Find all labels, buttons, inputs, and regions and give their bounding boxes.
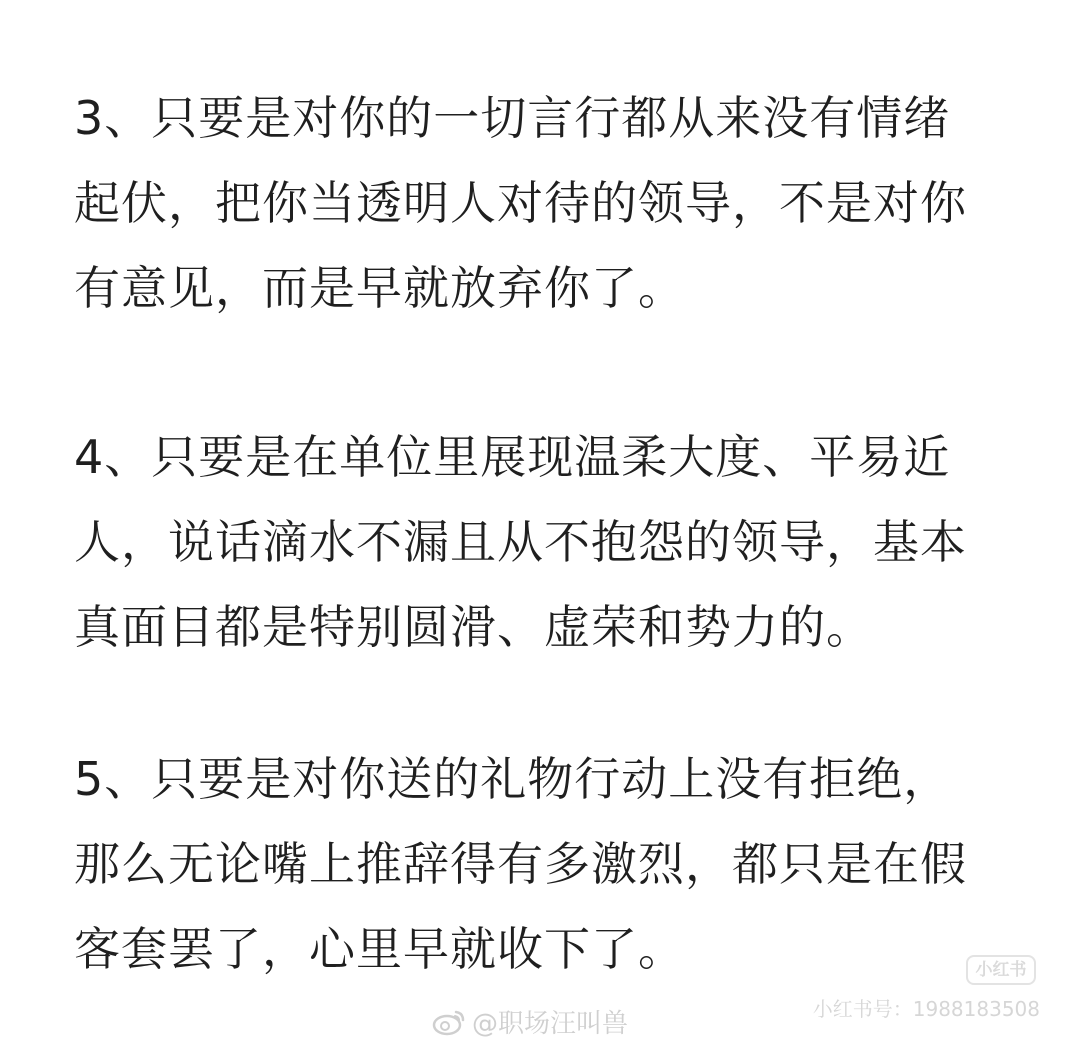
xiaohongshu-logo: 小红书 [966,955,1036,985]
xiaohongshu-id-watermark: 小红书号：1988183508 [812,997,1040,1021]
text-line: 3、只要是对你的一切言行都从来没有情绪 [74,91,951,145]
text-line: 客套罢了，心里早就收下了。 [74,922,685,976]
text-line: 有意见，而是早就放弃你了。 [74,261,685,315]
paragraph-5 [74,737,1014,992]
text-line: 真面目都是特别圆滑、虚荣和势力的。 [74,600,873,654]
text-line: 那么无论嘴上推辞得有多激烈，都只是在假 [74,837,967,891]
text-line: 4、只要是在单位里展现温柔大度、平易近 [74,430,951,484]
weibo-icon [432,1008,466,1036]
text-line: 人，说话滴水不漏且从不抱怨的领导，基本 [74,515,967,569]
weibo-watermark [432,1003,628,1040]
weibo-handle: @职场汪叫兽 [472,1009,629,1039]
text-line: 5、只要是对你送的礼物行动上没有拒绝， [74,752,951,806]
paragraph-3 [74,76,1014,331]
text-line: 起伏，把你当透明人对待的领导，不是对你 [74,176,967,230]
paragraph-4 [74,415,1014,670]
